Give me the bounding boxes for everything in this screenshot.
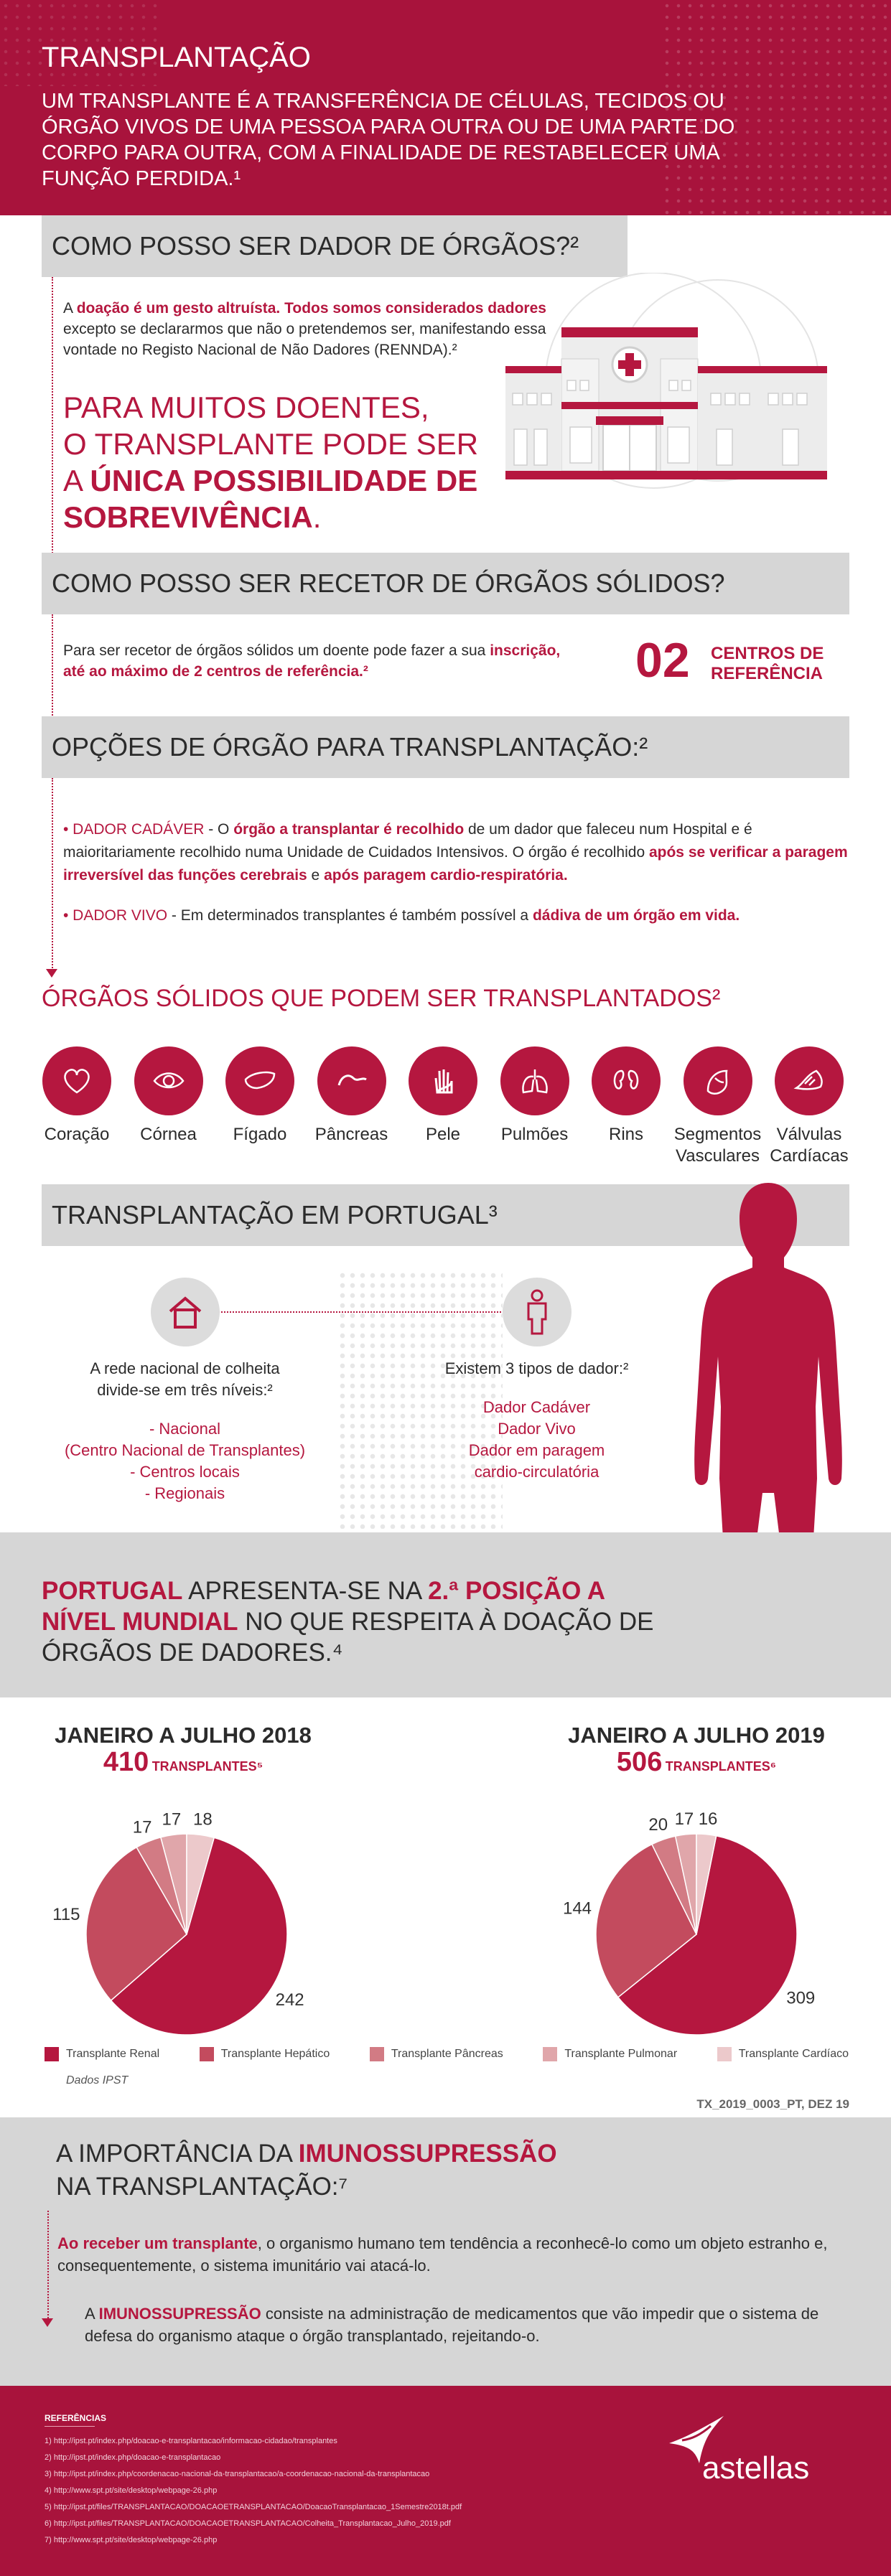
heart-icon bbox=[60, 1064, 94, 1098]
legend-item bbox=[717, 2047, 849, 2061]
legend-label: Transplante Cardíaco bbox=[738, 2048, 849, 2060]
pie-value-label: 17 bbox=[132, 1817, 152, 1837]
pie-chart-2018 bbox=[29, 1780, 345, 2038]
liver-icon bbox=[243, 1064, 277, 1098]
timeline-line bbox=[52, 614, 53, 729]
immuno-heading: A IMPORTÂNCIA DA IMUNOSSUPRESSÃO NA TRANSPLANTAÇÃO:⁷ bbox=[56, 2140, 557, 2201]
stats-left-total: 410 TRANSPLANTES⁵ bbox=[103, 1747, 263, 1777]
organ-label: Coração bbox=[44, 1125, 110, 1144]
reference-item: 7) http://www.spt.pt/site/desktop/webpage-26.php bbox=[45, 2536, 218, 2544]
organ-label: Pulmões bbox=[500, 1125, 569, 1144]
legend-label: Transplante Pâncreas bbox=[391, 2048, 503, 2060]
organ-list bbox=[0, 1046, 891, 1190]
pie-value-label: 20 bbox=[648, 1815, 668, 1835]
person-icon bbox=[523, 1289, 551, 1335]
legend-label: Transplante Pulmonar bbox=[564, 2048, 678, 2060]
footer bbox=[0, 2386, 891, 2576]
reference-item: 6) http://ipst.pt/files/TRANSPLANTACAO/DOACAOETRANSPLANTACAO/Colheita_Transplantacao_Julho_2019.pdf bbox=[45, 2519, 451, 2528]
stats-left-title: JANEIRO A JULHO 2018 bbox=[55, 1723, 312, 1748]
pancreas-icon bbox=[335, 1064, 369, 1098]
kidneys-icon-circle bbox=[592, 1046, 661, 1115]
immuno-paragraph-1: Ao receber um transplante, o organismo humano tem tendência a reconhecê-lo como um objeto estranho e, consequentemente, o sistema imunitário vai atacá-lo. bbox=[57, 2234, 828, 2275]
organ-label: Segmentos Vasculares bbox=[673, 1125, 762, 1166]
stats-right-title: JANEIRO A JULHO 2019 bbox=[568, 1723, 825, 1748]
pancreas-icon-circle bbox=[317, 1046, 386, 1115]
timeline-arrow bbox=[42, 2318, 53, 2327]
liver-icon-circle bbox=[225, 1046, 294, 1115]
donor-types: Existem 3 tipos de dador:² Dador Cadáver Dador Vivo Dador em paragem cardio-circulatória bbox=[444, 1359, 629, 1481]
legend-item bbox=[200, 2047, 330, 2061]
pie-value-label: 242 bbox=[275, 1990, 304, 2010]
organ-label: Rins bbox=[608, 1125, 643, 1144]
house-icon bbox=[166, 1293, 205, 1331]
heart-icon-circle bbox=[42, 1046, 111, 1115]
astellas-logo: astellas bbox=[702, 2450, 810, 2486]
recipient-paragraph: Para ser recetor de órgãos sólidos um doente pode fazer a sua inscrição, até ao máximo de 2 centros de referência.² bbox=[63, 642, 561, 680]
timeline-line bbox=[47, 2211, 49, 2318]
legend-swatch bbox=[370, 2047, 384, 2061]
legend-swatch bbox=[45, 2047, 59, 2061]
reference-item: 4) http://www.spt.pt/site/desktop/webpage-26.php bbox=[45, 2486, 218, 2495]
timeline-arrow bbox=[46, 969, 57, 978]
pie-value-label: 17 bbox=[674, 1809, 694, 1829]
legend-swatch bbox=[543, 2047, 557, 2061]
hand-icon-circle bbox=[409, 1046, 477, 1115]
network-levels: A rede nacional de colheita divide-se em três níveis:² - Nacional (Centro Nacional de Transplantes) - Centros locais - Regionais bbox=[64, 1359, 306, 1502]
option-cadaver-donor: • DADOR CADÁVER - O órgão a transplantar é recolhido de um dador que faleceu num Hospital e é maioritariamente recolhido numa Unidade de Cuidados Intensivos. O órgão é recolhido após se verificar a paragem irreversível das funções cerebrais e após paragem cardio-respiratória. bbox=[63, 821, 848, 884]
person-icon-circle bbox=[503, 1278, 572, 1346]
chart-legend bbox=[45, 2047, 849, 2061]
eye-icon bbox=[151, 1064, 186, 1098]
pie-value-label: 17 bbox=[162, 1809, 182, 1830]
immuno-paragraph-2: A IMUNOSSUPRESSÃO consiste na administração de medicamentos que vão impedir que o sistema de defesa do organismo ataque o órgão transplantado, rejeitando-o. bbox=[85, 2305, 819, 2345]
transplant-definition: UM TRANSPLANTE É A TRANSFERÊNCIA DE CÉLULAS, TECIDOS OU ÓRGÃO VIVOS DE UMA PESSOA PARA OUTRA OU DE UMA PARTE DO CORPO PARA OUTRA, COM A FINALIDADE DE RESTABELECER UMA FUNÇÃO PERDIDA.¹ bbox=[42, 90, 735, 190]
references-divider bbox=[45, 2426, 95, 2427]
valve-icon bbox=[792, 1064, 826, 1098]
vascular-icon-circle bbox=[684, 1046, 752, 1115]
organ-label: Pâncreas bbox=[314, 1125, 388, 1144]
organ-label: Fígado bbox=[233, 1125, 287, 1144]
hospital-illustration bbox=[503, 273, 862, 510]
vascular-icon bbox=[701, 1064, 735, 1098]
reference-item: 1) http://ipst.pt/index.php/doacao-e-transplantacao/informacao-cidadao/transplantes bbox=[45, 2437, 337, 2445]
legend-swatch bbox=[717, 2047, 732, 2061]
pie-chart-2019 bbox=[538, 1780, 854, 2038]
page-title: TRANSPLANTAÇÃO bbox=[42, 42, 311, 73]
lungs-icon-circle bbox=[500, 1046, 569, 1115]
organ-label: Pele bbox=[425, 1125, 461, 1144]
header-banner bbox=[0, 0, 891, 215]
options-heading: OPÇÕES DE ÓRGÃO PARA TRANSPLANTAÇÃO:² bbox=[42, 716, 849, 778]
donor-paragraph: A doação é um gesto altruísta. Todos somos considerados dadores excepto se declararmos que não o pretendemos ser, manifestando essa vontade no Registo Nacional de Não Dadores (RENNDA).² bbox=[63, 300, 546, 358]
donor-highlight: PARA MUITOS DOENTES, O TRANSPLANTE PODE SER A ÚNICA POSSIBILIDADE DE SOBREVIVÊNCIA. bbox=[63, 390, 479, 534]
house-icon-circle bbox=[151, 1278, 220, 1346]
legend-item bbox=[543, 2047, 677, 2061]
document-code: TX_2019_0003_PT, DEZ 19 bbox=[696, 2097, 849, 2111]
references-list bbox=[45, 2433, 619, 2549]
ranking-statement: PORTUGAL APRESENTA-SE NA 2.ª POSIÇÃO A NÍVEL MUNDIAL NO QUE RESPEITA À DOAÇÃO DE ÓRGÃOS DE DADORES.⁴ bbox=[42, 1577, 654, 1667]
hand-icon bbox=[426, 1064, 460, 1098]
legend-item bbox=[45, 2047, 159, 2061]
recipient-heading: COMO POSSO SER RECETOR DE ÓRGÃOS SÓLIDOS? bbox=[42, 553, 849, 614]
pie-value-label: 16 bbox=[698, 1809, 718, 1829]
legend-label: Transplante Renal bbox=[66, 2048, 160, 2060]
pie-value-label: 115 bbox=[52, 1905, 80, 1925]
donor-heading: COMO POSSO SER DADOR DE ÓRGÃOS?² bbox=[42, 215, 628, 277]
organ-label: Córnea bbox=[140, 1125, 197, 1144]
option-living-donor: • DADOR VIVO - Em determinados transplantes é também possível a dádiva de um órgão em vida. bbox=[63, 907, 740, 924]
valve-icon-circle bbox=[775, 1046, 844, 1115]
references-title: REFERÊNCIAS bbox=[45, 2413, 107, 2423]
timeline-line bbox=[52, 778, 53, 968]
pie-value-label: 144 bbox=[562, 1898, 592, 1919]
pie-value-label: 309 bbox=[786, 1988, 816, 2008]
legend-label: Transplante Hepático bbox=[220, 2048, 330, 2060]
timeline-line bbox=[52, 277, 53, 579]
eye-icon-circle bbox=[134, 1046, 203, 1115]
legend-item bbox=[370, 2047, 503, 2061]
reference-centers-label: CENTROS DE REFERÊNCIA bbox=[711, 644, 824, 683]
portugal-heading: TRANSPLANTAÇÃO EM PORTUGAL³ bbox=[42, 1184, 849, 1246]
organs-heading: ÓRGÃOS SÓLIDOS QUE PODEM SER TRANSPLANTADOS² bbox=[42, 985, 721, 1012]
organ-label: Válvulas Cardíacas bbox=[770, 1125, 849, 1166]
kidneys-icon bbox=[609, 1064, 643, 1098]
reference-item: 3) http://ipst.pt/index.php/coordenacao-nacional-da-transplantacao/a-coordenacao-nacional-da-transplantacao bbox=[45, 2470, 430, 2478]
legend-swatch bbox=[200, 2047, 214, 2061]
lungs-icon bbox=[518, 1064, 552, 1098]
data-source: Dados IPST bbox=[66, 2074, 129, 2086]
connector-line bbox=[215, 1311, 510, 1313]
reference-centers-number: 02 bbox=[635, 633, 690, 688]
reference-item: 2) http://ipst.pt/index.php/doacao-e-transplantacao bbox=[45, 2453, 221, 2462]
reference-item: 5) http://ipst.pt/files/TRANSPLANTACAO/DOACAOETRANSPLANTACAO/DoacaoTransplantacao_1Semestre2018t.pdf bbox=[45, 2503, 462, 2511]
pie-value-label: 18 bbox=[192, 1809, 213, 1830]
stats-right-total: 506 TRANSPLANTES⁶ bbox=[616, 1747, 777, 1777]
